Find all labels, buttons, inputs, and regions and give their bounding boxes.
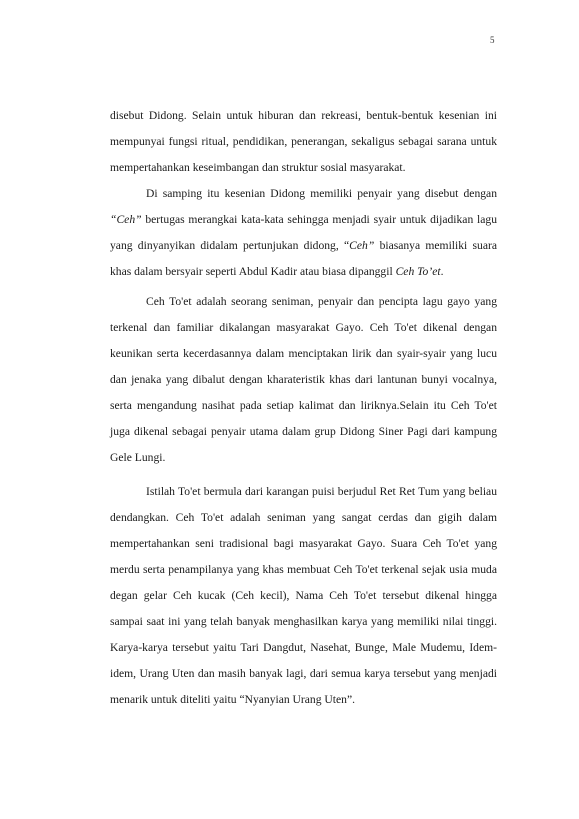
text-line: juga dikenal sebagai penyair utama dalam grup Didong Siner Pagi dari kampung <box>110 425 497 438</box>
text-line: sampai saat ini yang telah banyak menghasilkan karya yang memiliki nilai tinggi. <box>110 615 497 628</box>
ceh-term: “Ceh” <box>110 213 142 226</box>
text-line: terkenal dan familiar dikalangan masyarakat Gayo. Ceh To'et dikenal dengan <box>110 321 497 334</box>
text-line: yang dinyanyikan didalam pertunjukan didong, “Ceh” biasanya memiliki suara <box>110 239 497 252</box>
text-line: Gele Lungi. <box>110 451 166 464</box>
text-line: keunikan serta kecerdasannya dalam menciptakan lirik dan syair-syair yang lucu <box>110 347 497 360</box>
text-line: degan gelar Ceh kucak (Ceh kecil), Nama Ceh To'et tersebut dikenal hingga <box>110 589 497 602</box>
text-line: Karya-karya tersebut yaitu Tari Dangdut, Nasehat, Bunge, Male Mudemu, Idem- <box>110 641 497 654</box>
text-line: mempertahankan seni tradisional bagi masyarakat Gayo. Suara Ceh To'et yang <box>110 537 497 550</box>
text-line: mempertahankan keseimbangan dan struktur sosial masyarakat. <box>110 161 406 174</box>
text-line: idem, Urang Uten dan masih banyak lagi, dari semua karya tersebut yang menjadi <box>110 667 497 680</box>
text-line: khas dalam bersyair seperti Abdul Kadir atau biasa dipanggil Ceh To’et. <box>110 265 444 278</box>
ceh-toet-name: Ceh To’et <box>395 265 441 278</box>
paragraph-4 <box>110 479 497 713</box>
text-line: Di samping itu kesenian Didong memiliki penyair yang disebut dengan <box>146 187 497 200</box>
paragraph-1 <box>110 103 497 181</box>
text-line: mempunyai fungsi ritual, pendidikan, penerangan, sekaligus sebagai sarana untuk <box>110 135 497 148</box>
text-line: “Ceh” bertugas merangkai kata-kata sehingga menjadi syair untuk dijadikan lagu <box>110 213 497 226</box>
text-line: serta mengandung nasihat pada setiap kalimat dan liriknya.Selain itu Ceh To'et <box>110 399 497 412</box>
page-number: 5 <box>490 35 495 45</box>
text-line: Istilah To'et bermula dari karangan puisi berjudul Ret Ret Tum yang beliau <box>146 485 497 498</box>
paragraph-2 <box>110 181 497 285</box>
text-line: merdu serta penampilanya yang khas membuat Ceh To'et terkenal sejak usia muda <box>110 563 497 576</box>
text-line: dan jenaka yang dibalut dengan kharateristik khas dari lantunan bunyi vocalnya, <box>110 373 497 386</box>
text-line: dendangkan. Ceh To'et adalah seniman yang sangat cerdas dan gigih dalam <box>110 511 497 524</box>
paragraph-3 <box>110 289 497 471</box>
text-line: Ceh To'et adalah seorang seniman, penyair dan pencipta lagu gayo yang <box>146 295 497 308</box>
text-line: disebut Didong. Selain untuk hiburan dan rekreasi, bentuk-bentuk kesenian ini <box>110 109 497 122</box>
ceh-term: Ceh” <box>349 239 375 252</box>
text-line: menarik untuk diteliti yaitu “Nyanyian Urang Uten”. <box>110 693 356 706</box>
